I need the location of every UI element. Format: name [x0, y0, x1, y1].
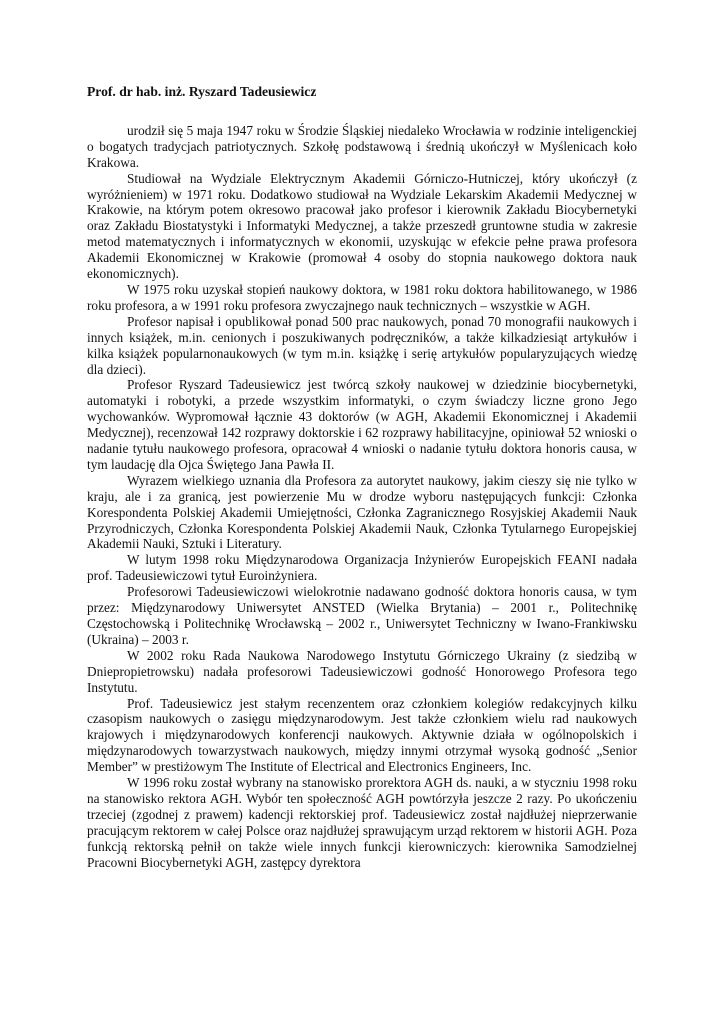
paragraph-birth: urodził się 5 maja 1947 roku w Środzie Śląskiej niedaleko Wrocławia w rodzinie inteligenckiej o bogatych tradycjach patriotycznych. Szkołę podstawową i średnią ukończył w Myślenicach koło Krakowa.: [87, 122, 637, 170]
paragraph-editorial: Prof. Tadeusiewicz jest stałym recenzentem oraz członkiem kolegiów redakcyjnych kilku czasopism naukowych o zasięgu międzynarodowym. Jest także członkiem wielu rad naukowych krajowych i międzynarodowych konferencji naukowych. Aktywnie działa w ogólnopolskich i międzynarodowych towarzystwach naukowych, między innymi otrzymał wysoką godność „Senior Member” w prestiżowym The Institute of Electrical and Electronics Engineers, Inc.: [87, 695, 637, 775]
paragraph-feani: W lutym 1998 roku Międzynarodowa Organizacja Inżynierów Europejskich FEANI nadała prof. Tadeusiewiczowi tytuł Euroinżyniera.: [87, 552, 637, 584]
paragraph-rector: W 1996 roku został wybrany na stanowisko prorektora AGH ds. nauki, a w styczniu 1998 roku na stanowisko rektora AGH. Wybór ten społeczność AGH powtórzyła jeszcze 2 razy. Po ukończeniu trzeciej (zgodnej z prawem) kadencji rektorskiej prof. Tadeusiewicz został najdłużej nieprzerwanie pracującym rektorem w całej Polsce oraz najdłużej sprawującym urząd rektorem w historii AGH. Poza funkcją rektorską pełnił on także wiele innych funkcji kierowniczych: kierownika Samodzielnej Pracowni Biocybernetyki AGH, zastępcy dyrektora: [87, 775, 637, 870]
paragraph-school: Profesor Ryszard Tadeusiewicz jest twórcą szkoły naukowej w dziedzinie biocybernetyki, automatyki i robotyki, a przede wszystkim informatyki, o czym świadczy liczne grono Jego wychowanków. Wypromował łącznie 43 doktorów (w AGH, Akademii Ekonomicznej i Akademii Medycznej), recenzował 142 rozprawy doktorskie i 62 rozprawy habilitacyjne, opiniował 52 wnioski o nadanie tytułu naukowego profesora, opracował 4 wnioski o nadanie tytułu doktora honoris causa, w tym laudację dla Ojca Świętego Jana Pawła II.: [87, 377, 637, 472]
paragraph-ukraine: W 2002 roku Rada Naukowa Narodowego Instytutu Górniczego Ukrainy (z siedzibą w Dniepropietrowsku) nadała profesorowi Tadeusiewiczowi godność Honorowego Profesora tego Instytutu.: [87, 647, 637, 695]
paragraph-honoris-causa: Profesorowi Tadeusiewiczowi wielokrotnie nadawano godność doktora honoris causa, w tym przez: Międzynarodowy Uniwersytet ANSTED (Wielka Brytania) – 2001 r., Politechnikę Częstochowską i Politechnikę Wrocławską – 2002 r., Uniwersytet Techniczny w Iwano-Frankiwsku (Ukraina) – 2003 r.: [87, 584, 637, 647]
paragraph-studies: Studiował na Wydziale Elektrycznym Akademii Górniczo-Hutniczej, który ukończył (z wyróżnieniem) w 1971 roku. Dodatkowo studiował na Wydziale Lekarskim Akademii Medycznej w Krakowie, na którym potem okresowo pracował jako profesor i kierownik Zakładu Biocybernetyki oraz Zakładu Biostatystyki i Informatyki Medycznej, a także przeszedł gruntowne studia w zakresie metod matematycznych i informatycznych w ekonomii, uzyskując w efekcie pełne prawa profesora Akademii Ekonomicznej w Krakowie (promował 4 osoby do stopnia naukowego doktora nauk ekonomicznych).: [87, 170, 637, 282]
paragraph-publications: Profesor napisał i opublikował ponad 500 prac naukowych, ponad 70 monografii naukowych i innych książek, m.in. cenionych i poszukiwanych podręczników, a także kilkadziesiąt artykułów i kilka książek popularnonaukowych (w tym m.in. książkę i serię artykułów popularyzujących wiedzę dla dzieci).: [87, 313, 637, 377]
document-title: Prof. dr hab. inż. Ryszard Tadeusiewicz: [87, 84, 317, 99]
paragraph-academies: Wyrazem wielkiego uznania dla Profesora za autorytet naukowy, jakim cieszy się nie tylko w kraju, ale i za granicą, jest powierzenie Mu w drodze wyboru następujących funkcji: Członka Korespondenta Polskiej Akademii Umiejętności, Członka Zagranicznego Rosyjskiej Akademii Nauk Przyrodniczych, Członka Korespondenta Polskiej Akademii Nauk, Członka Tytularnego Europejskiej Akademii Nauki, Sztuki i Literatury.: [87, 472, 637, 552]
paragraph-degrees: W 1975 roku uzyskał stopień naukowy doktora, w 1981 roku doktora habilitowanego, w 1986 roku profesora, a w 1991 roku profesora zwyczajnego nauk technicznych – wszystkie w AGH.: [87, 281, 637, 313]
